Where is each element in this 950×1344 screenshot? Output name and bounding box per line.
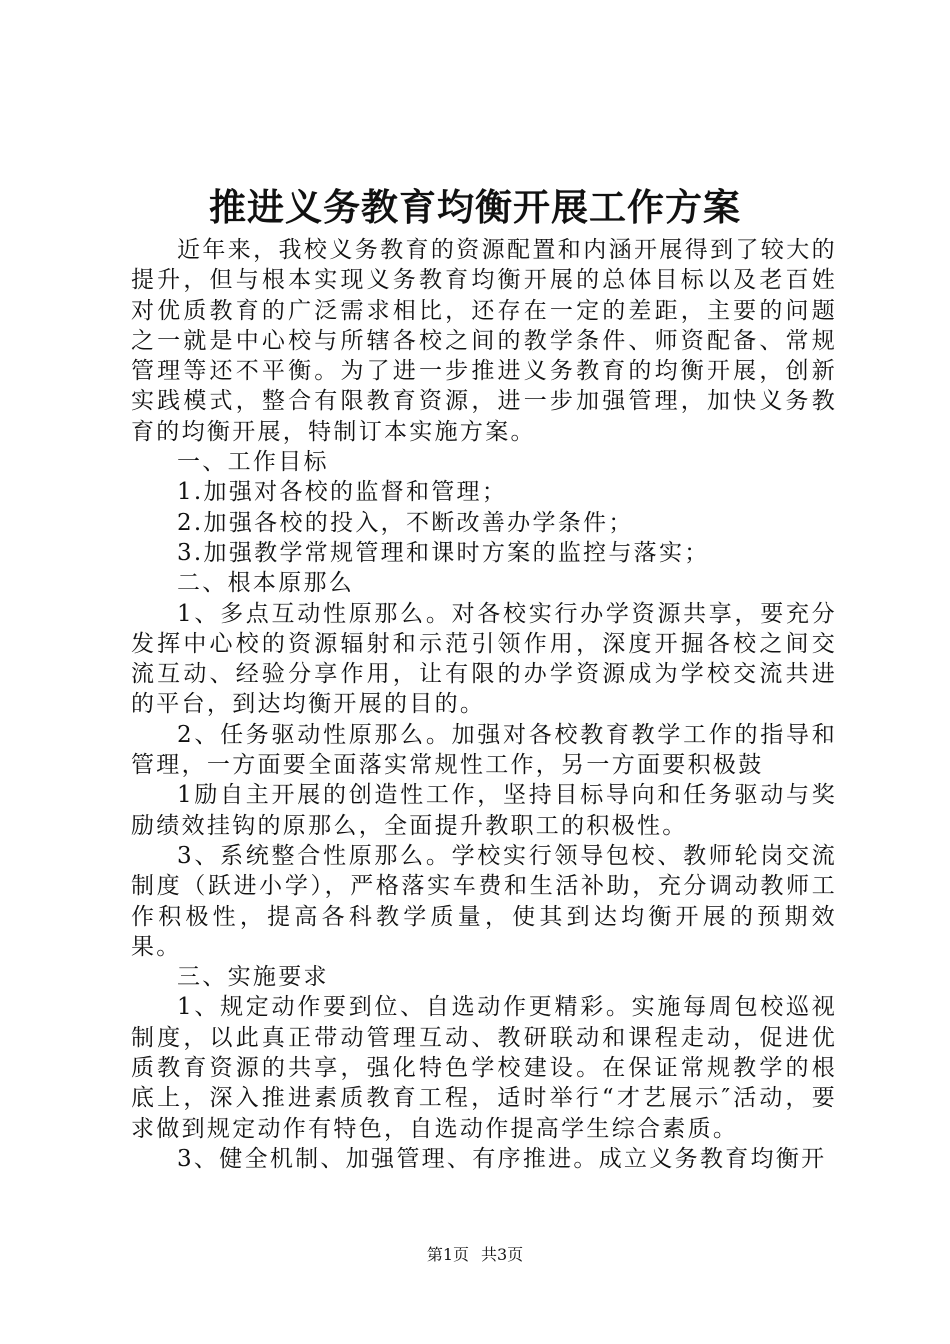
goal-item-3: 3.加强教学常规管理和课时方案的监控与落实； bbox=[177, 539, 710, 566]
requirement-paragraph-1: 1、规定动作要到位、自选动作更精彩。实施每周包校巡视制度，以此真正带动管理互动、教研联动和课程走动，促进优质教育资源的共享，强化特色学校建设。在保证常规教学的根底上，深入推进素质教育工程，适时举行“才艺展示″活动，要求做到规定动作有特色，自选动作提高学生综合素质。 bbox=[131, 994, 837, 1142]
paragraph-intro: 近年来，我校义务教育的资源配置和内涵开展得到了较大的提升，但与根本实现义务教育均衡开展的总体目标以及老百姓对优质教育的广泛需求相比，还存在一定的差距，主要的问题之一就是中心校与所辖各校之间的教学条件、师资配备、常规管理等还不平衡。为了进一步推进义务教育的均衡开展，创新实践模式，整合有限教育资源，进一步加强管理，加快义务教育的均衡开展，特制订本实施方案。 bbox=[131, 237, 837, 445]
section-heading-goals: 一、工作目标 bbox=[177, 449, 329, 476]
page-footer bbox=[0, 1244, 950, 1266]
requirement-paragraph-3: 3、健全机制、加强管理、有序推进。成立义务教育均衡开 bbox=[177, 1145, 827, 1172]
principle-paragraph-3: 3、系统整合性原那么。学校实行领导包校、教师轮岗交流制度（跃进小学），严格落实车费和生活补助，充分调动教师工作积极性，提高各科教学质量，使其到达均衡开展的预期效果。 bbox=[131, 842, 837, 960]
principle-paragraph-1: 1、多点互动性原那么。对各校实行办学资源共享，要充分发挥中心校的资源辐射和示范引领作用，深度开掘各校之间交流互动、经验分享作用，让有限的办学资源成为学校交流共进的平台，到达均衡开展的目的。 bbox=[131, 600, 837, 718]
goal-item-1: 1.加强对各校的监督和管理； bbox=[177, 479, 508, 506]
section-heading-requirements: 三、实施要求 bbox=[177, 964, 329, 991]
principle-paragraph-2-continued: 1励自主开展的创造性工作，坚持目标导向和任务驱动与奖励绩效挂钩的原那么，全面提升教职工的积极性。 bbox=[131, 782, 837, 839]
section-heading-principles: 二、根本原那么 bbox=[177, 570, 355, 597]
page-number: 第1页 bbox=[426, 1245, 469, 1264]
goal-item-2: 2.加强各校的投入，不断改善办学条件； bbox=[177, 509, 634, 536]
page-total: 共3页 bbox=[481, 1245, 524, 1264]
principle-paragraph-2: 2、任务驱动性原那么。加强对各校教育教学工作的指导和管理，一方面要全面落实常规性工作，另一方面要积极鼓 bbox=[131, 721, 837, 779]
document-body bbox=[131, 235, 837, 1174]
document-title: 推进义务教育均衡开展工作方案 bbox=[209, 185, 741, 229]
